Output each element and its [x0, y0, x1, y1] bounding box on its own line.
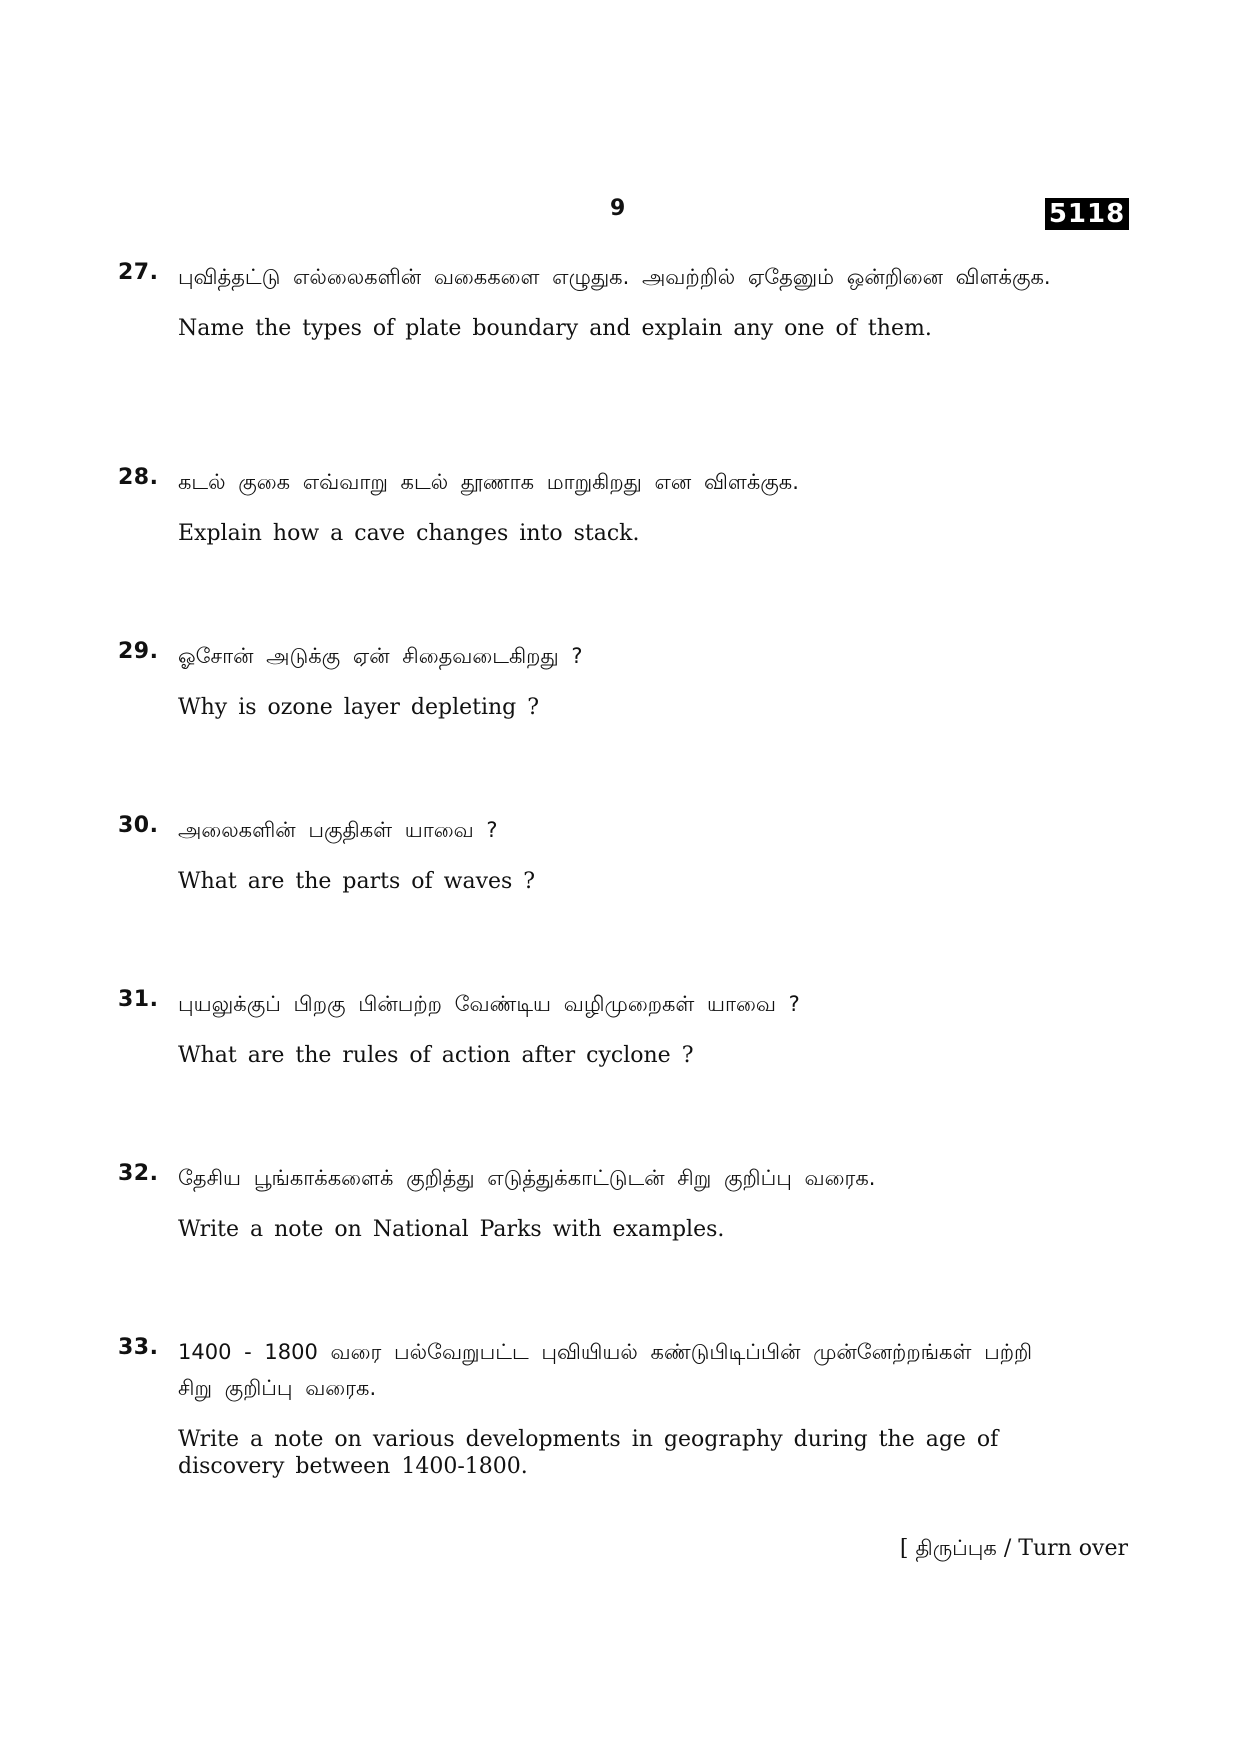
- question-text-tamil: கடல் குகை எவ்வாறு கடல் தூணாக மாறுகிறது என விளக்குக.: [178, 470, 799, 494]
- turn-over-note: [900, 1536, 1128, 1563]
- question-text-english: Explain how a cave changes into stack.: [178, 521, 640, 546]
- question-text-english: Write a note on various developments in geography during the age of discovery between 1400-1800.: [178, 1427, 999, 1479]
- question-text-tamil: புயலுக்குப் பிறகு பின்பற்ற வேண்டிய வழிமுறைகள் யாவை ?: [178, 992, 800, 1016]
- turn-over-english: Turn over: [1018, 1536, 1128, 1561]
- turn-over-tamil: திருப்புக: [915, 1536, 997, 1560]
- question-32: [118, 1160, 1078, 1243]
- question-27: [118, 259, 1078, 342]
- question-text-tamil: புவித்தட்டு எல்லைகளின் வகைகளை எழுதுக. அவற்றில் ஏதேனும் ஒன்றினை விளக்குக.: [178, 265, 1051, 289]
- paper-code-badge: 5118: [1045, 198, 1129, 230]
- question-number: 29.: [118, 639, 159, 664]
- question-number: 31.: [118, 987, 159, 1012]
- question-number: 32.: [118, 1161, 159, 1186]
- question-text-english: What are the rules of action after cyclone ?: [178, 1043, 694, 1068]
- question-28: [118, 464, 1078, 547]
- page-number: 9: [610, 196, 626, 221]
- question-33: [118, 1334, 1078, 1480]
- question-number: 30.: [118, 813, 159, 838]
- question-text-english: Write a note on National Parks with examples.: [178, 1217, 725, 1242]
- question-text-tamil: அலைகளின் பகுதிகள் யாவை ?: [178, 818, 498, 842]
- question-text-tamil: ஓசோன் அடுக்கு ஏன் சிதைவடைகிறது ?: [178, 644, 583, 668]
- turn-over-bracket: [: [899, 1536, 909, 1561]
- question-text-english: Why is ozone layer depleting ?: [178, 695, 540, 720]
- question-text-english: What are the parts of waves ?: [178, 869, 536, 894]
- question-31: [118, 986, 1078, 1069]
- question-text-tamil: 1400 - 1800 வரை பல்வேறுபட்ட புவியியல் கண்டுபிடிப்பின் முன்னேற்றங்கள் பற்றி சிறு குறிப்பு வரைக.: [178, 1340, 1033, 1400]
- question-29: [118, 638, 1078, 721]
- question-30: [118, 812, 1078, 895]
- question-text-tamil: தேசிய பூங்காக்களைக் குறித்து எடுத்துக்காட்டுடன் சிறு குறிப்பு வரைக.: [178, 1166, 876, 1190]
- question-number: 33.: [118, 1335, 159, 1360]
- question-number: 27.: [118, 260, 159, 285]
- question-text-english: Name the types of plate boundary and explain any one of them.: [178, 316, 932, 341]
- question-number: 28.: [118, 465, 159, 490]
- turn-over-separator: /: [1003, 1536, 1012, 1561]
